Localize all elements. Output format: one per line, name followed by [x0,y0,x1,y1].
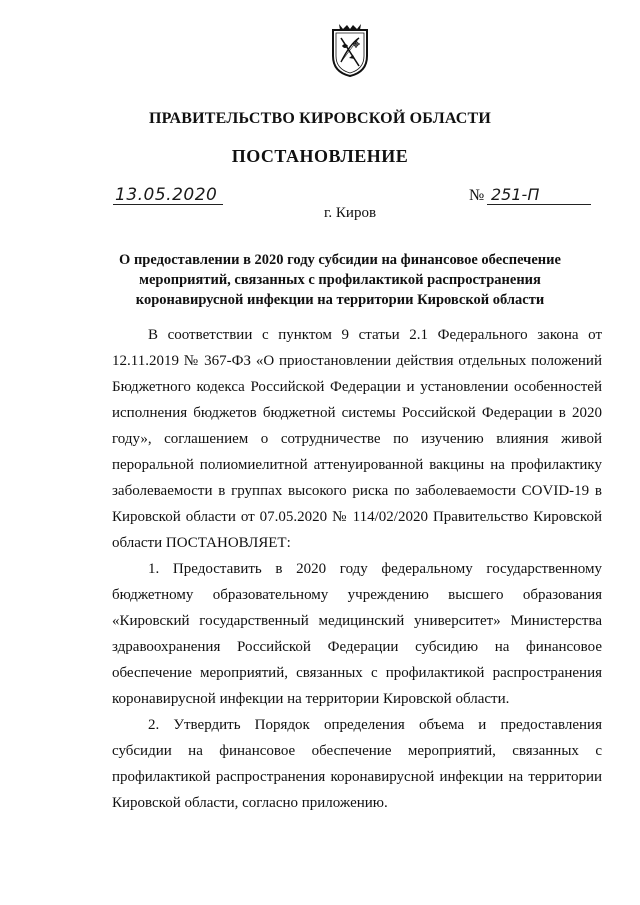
document-subject: О предоставлении в 2020 году субсидии на финансовое обеспечение мероприятий, связанных с профилактикой распространения коронавирусной инфекции на территории Кировской области [119,252,561,308]
paragraph-1: 1. Предоставить в 2020 году федеральному государственному бюджетному образовательному учреждению высшего образования «Кировский государственный медицинский университет» Министерства здравоохранения Российской Федерации субсидию на финансовое обеспечение мероприятий, связанных с профилактикой распространения коронавирусной инфекции на территории Кировской области. [112,561,602,707]
coat-of-arms-icon [329,22,371,78]
paragraph-preamble: В соответствии с пунктом 9 статьи 2.1 Федерального закона от 12.11.2019 № 367-ФЗ «О приостановлении действия отдельных положений Бюджетного кодекса Российской Федерации и установлении особенностей исполнения бюджетов бюджетной системы Российской Федерации в 2020 году», соглашением о сотрудничестве по изучению влияния живой пероральной полиомиелитной аттенуированной вакцины на профилактику заболеваемости в группах высокого риска по заболеваемости COVID-19 в Кировской области от 07.05.2020 № 114/02/2020 Правительство Кировской области ПОСТАНОВЛЯЕТ: [112,327,602,551]
document-type: ПОСТАНОВЛЕНИЕ [231,146,409,166]
org-title: ПРАВИТЕЛЬСТВО КИРОВСКОЙ ОБЛАСТИ [148,110,492,127]
document-number: 251-П [487,186,591,205]
document-date: 13.05.2020 [113,186,223,205]
paragraph-2: 2. Утвердить Порядок определения объема и предоставления субсидии на финансовое обеспечение мероприятий, связанных с профилактикой распространения коронавирусной инфекции на территории Кировской области, согласно приложению. [112,717,602,811]
document-body [112,322,602,816]
city: г. Киров [323,205,377,221]
number-sign: № [469,187,485,204]
